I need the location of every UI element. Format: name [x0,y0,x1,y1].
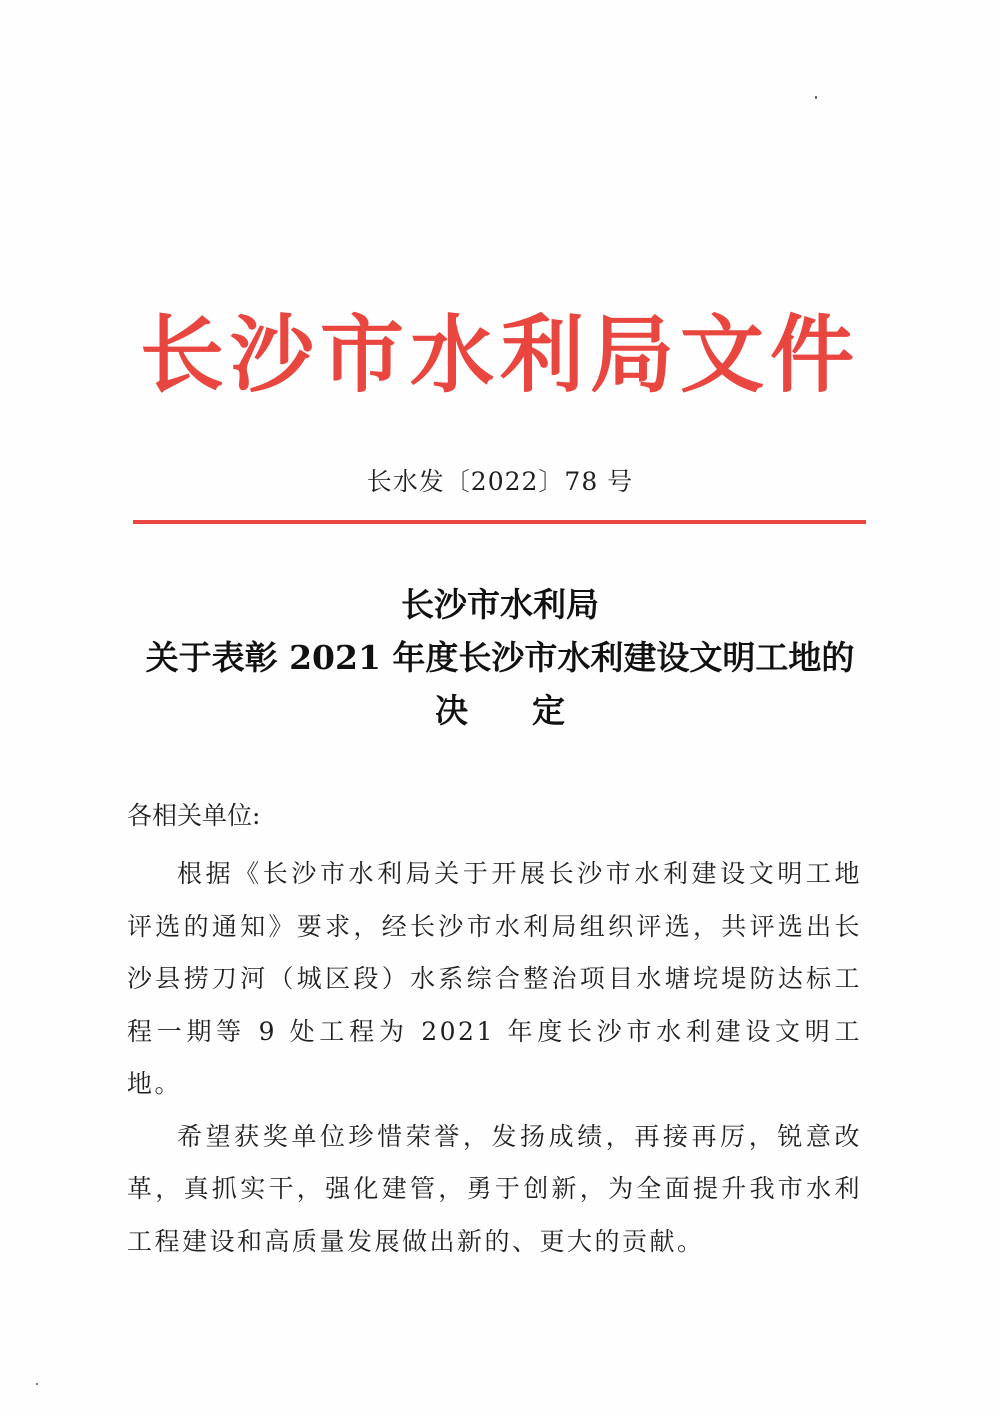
salutation: 各相关单位: [127,801,261,830]
title-line-issuer: 长沙市水利局 [401,585,599,624]
document-number: 长水发〔2022〕78 号 [366,467,634,496]
document-title [0,578,1000,737]
scan-speck [36,1383,38,1385]
title-line-decision: 决定 [435,691,629,730]
masthead-title: 长沙市水利局文件 [139,305,860,404]
red-divider-rule [133,520,866,524]
body-paragraph: 希望获奖单位珍惜荣誉，发扬成绩，再接再厉，锐意改革，真抓实干，强化建管，勇于创新，为全面提升我市水利工程建设和高质量发展做出新的、更大的贡献。 [127,1121,862,1256]
document-body [127,848,862,1268]
title-line-subject: 关于表彰 2021 年度长沙市水利建设文明工地的 [145,638,855,677]
scan-speck [815,96,817,99]
body-paragraph: 根据《长沙市水利局关于开展长沙市水利建设文明工地评选的通知》要求，经长沙市水利局组织评选，共评选出长沙县捞刀河（城区段）水系综合整治项目水塘垸堤防达标工程一期等 9 处工程为 2021 年度长沙市水利建设文明工地。 [127,859,862,1098]
